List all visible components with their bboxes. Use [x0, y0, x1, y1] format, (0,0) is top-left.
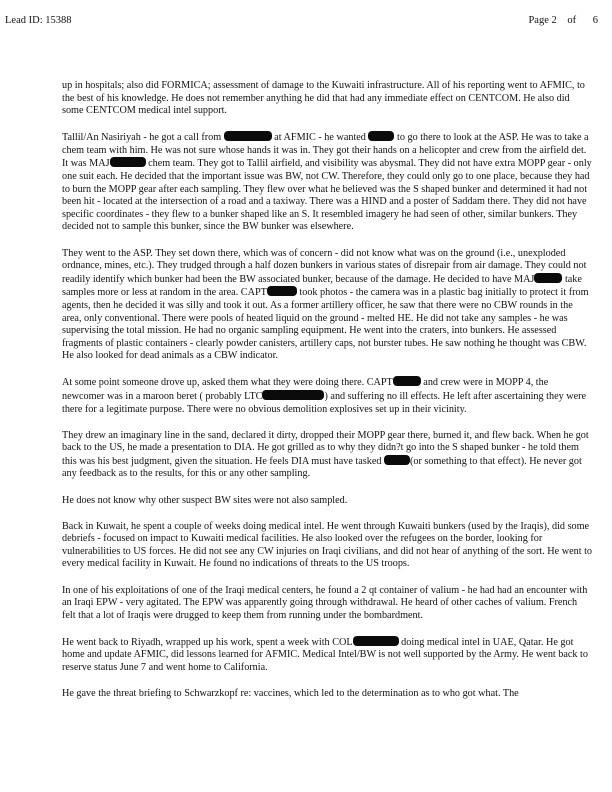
- lead-id: Lead ID: 15388: [5, 15, 72, 26]
- page-number: [528, 15, 598, 26]
- paragraph-text: took photos - the camera was in a plastic bag initially to protect it from agents, then he decided it was silly and took it out. As a former artillery officer, he saw that there were no CBW rounds in the area, only conventional. There were pools of heated liquid on the ground - melted HE. He did not take any samples - he was supervising the total mission. He had no organic sampling equipment. He went into the craters, into bunkers. He assessed fragments of plastic containers - clearly powder canisters, artillery caps, not burster tubes. He saw nothing he thought was CBW. He also looked for dead animals as a CBW indicator.: [62, 287, 589, 362]
- redaction-bar: [384, 455, 410, 465]
- redaction-bar: [224, 131, 272, 141]
- paragraph-text: take samples more or less at random in the area. CAPT: [62, 273, 582, 299]
- paragraph: [62, 636, 592, 675]
- redaction-bar: [393, 376, 421, 386]
- page-total: 6: [592, 15, 598, 26]
- of-label: of: [567, 15, 577, 26]
- paragraph-text: ) and suffering no ill effects. He left after ascertaining they were there for a legitimate purpose. There were no obvious demolition explosives set up in their vicinity.: [62, 390, 587, 415]
- document-body: [62, 80, 592, 714]
- paragraph-text: At some point someone drove up, asked them what they were doing there. CAPT: [62, 377, 393, 389]
- paragraph: [62, 495, 592, 508]
- paragraph: [62, 248, 592, 363]
- redaction-bar: [262, 390, 324, 400]
- page-current: 2: [551, 15, 557, 26]
- paragraph-text: to go there to look at the ASP. He was to take a chem team with him. He was not sure whose hands it was in. They got their hands on a helicopter and crew from the airfield det. It was MAJ: [62, 132, 589, 170]
- paragraph: [62, 521, 592, 571]
- paragraph-text: They drew an imaginary line in the sand, declared it dirty, dropped their MOPP gear there, burned it, and flew back. When he got back to the US, he made a presentation to DIA. He got grilled as to why they didn?t go into the S shaped bunker - he told them this was his best judgment, given the situation. He feels DIA must have tasked: [62, 429, 589, 467]
- paragraph-text: Back in Kuwait, he spent a couple of weeks doing medical intel. He went through Kuwaiti bunkers (used by the Iraqis), did some debriefs - focused on impact to Kuwaiti medical facilities. He also looked over the refugees on the border, looking for vulnerabilities to US forces. He did not see any CW injuries on Iraqi civilians, and did not hear of anything of the sort. He went to every medical facility in Kuwait. He found no indications of threats to the US troops.: [62, 520, 593, 570]
- paragraph-text: doing medical intel in UAE, Qatar. He got home and update AFMIC, did lessons learned for AFMIC. Medical Intel/BW is not well supported by the Army. He went back to reserve status June 7 and went home to California.: [62, 636, 588, 673]
- paragraph-text: Tallil/An Nasiriyah - he got a call from: [62, 132, 224, 144]
- redaction-bar: [110, 157, 146, 167]
- page-label: Page: [528, 15, 549, 26]
- paragraph-text: He went back to Riyadh, wrapped up his work, spent a week with COL: [62, 636, 353, 648]
- redaction-bar: [353, 636, 399, 646]
- paragraph: [62, 80, 592, 118]
- paragraph-text: In one of his exploitations of one of the Iraqi medical centers, he found a 2 qt container of valium - he had had an encounter with an Iraqi EPW - very agitated. The EPW was apparently going through withdrawal. He heard of other caches of valium. French felt that a lot of Iraqis were drugged to keep them from running under the bombardment.: [62, 584, 588, 621]
- redaction-bar: [368, 131, 394, 141]
- paragraph: [62, 585, 592, 623]
- redaction-bar: [267, 286, 297, 296]
- paragraph-text: They went to the ASP. They set down there, which was of concern - did not know what was on the ground (i.e., unexploded ordnance, mines, etc.). They trudged through a half dozen bunkers in various states of disrepair from air damage. They could not readily identify which bunker had been the BW associated bunker, because of the damage. He decided to have MAJ: [62, 247, 587, 285]
- paragraph: [62, 688, 592, 701]
- paragraph-text: chem team. They got to Tallil airfield, and visibility was abysmal. They did not have extra MOPP gear - only one suit each. He decided that the important issue was BW, not CW. Therefore, they could only go to one place, because they had to burn the MOPP gear after each sampling. They flew over what he believed was the S shaped bunker and determined it had not been hit - located at the intersection of a road and a taxiway. There was a HIND and a poster of Saddam there. They did not have specific coordinates - they flew to a bunker shaped like an S. It resembled imagery he had seen of other, similar bunkers. They decided not to sample this bunker, since the BW bunker was elsewhere.: [62, 158, 592, 233]
- paragraph: [62, 376, 592, 416]
- paragraph-text: He does not know why other suspect BW sites were not also sampled.: [62, 494, 348, 506]
- paragraph-text: and crew were in MOPP 4, the newcomer was in a maroon beret ( probably LTC: [62, 377, 549, 402]
- paragraph-text: at AFMIC - he wanted: [271, 132, 369, 144]
- paragraph: [62, 131, 592, 234]
- paragraph-text: He gave the threat briefing to Schwarzkopf re: vaccines, which led to the determination as to who got what. The: [62, 688, 519, 700]
- paragraph-text: (or something to that effect). He never got any feedback as to the results, for this or any other sampling.: [62, 455, 582, 480]
- paragraph-text: up in hospitals; also did FORMICA; assessment of damage to the Kuwaiti infrastructure. All of his reporting went to AFMIC, to the best of his knowledge. He does not remember anything he did that had any immediate effect on CENTCOM. He also did some CENTCOM medical intel support.: [62, 80, 585, 117]
- redaction-bar: [534, 273, 562, 283]
- paragraph: [62, 430, 592, 481]
